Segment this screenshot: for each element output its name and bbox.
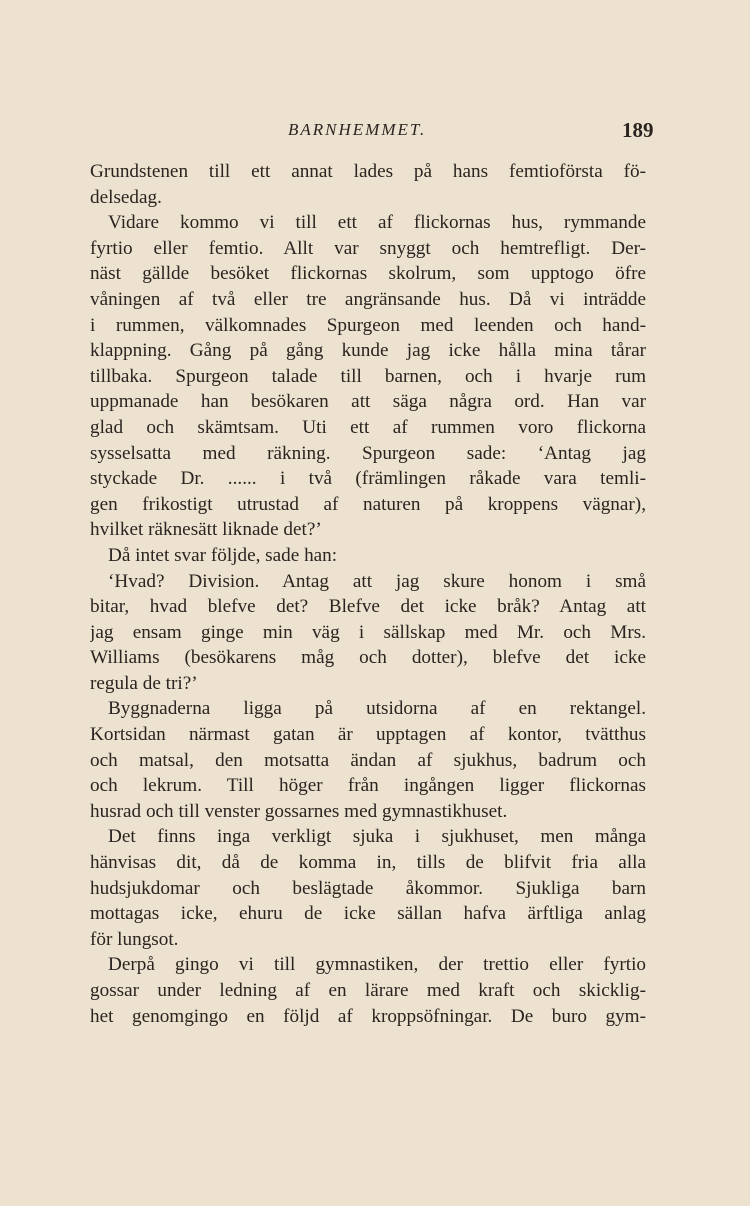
text-line: uppmanade han besökaren att säga några ord. Han var [90, 391, 646, 413]
text-line: mottagas icke, ehuru de icke sällan hafva ärftliga anlag [90, 903, 646, 925]
text-line: sysselsatta med räkning. Spurgeon sade: ‘Antag jag [90, 442, 646, 464]
text-line: Vidare kommo vi till ett af flickornas hus, rymmande [108, 212, 646, 234]
page-number: 189 [622, 118, 654, 142]
text-line: hudsjukdomar och beslägtade åkommor. Sjukliga barn [90, 877, 646, 899]
text-line: styckade Dr. ...... i två (främlingen råkade vara temli- [90, 468, 646, 490]
text-line: näst gällde besöket flickornas skolrum, som upptogo öfre [90, 263, 646, 285]
text-line: Kortsidan närmast gatan är upptagen af kontor, tvätthus [90, 724, 646, 746]
text-line: fyrtio eller femtio. Allt var snyggt och hemtrefligt. Der- [90, 237, 646, 259]
text-line: i rummen, välkomnades Spurgeon med leenden och hand- [90, 314, 646, 336]
text-line: för lungsot. [90, 928, 179, 950]
body-text [90, 159, 646, 1029]
text-line: tillbaka. Spurgeon talade till barnen, och i hvarje rum [90, 365, 646, 387]
text-line: delsedag. [90, 186, 162, 208]
text-line: gen frikostigt utrustad af naturen på kroppens vägnar), [90, 493, 646, 515]
text-line: ‘Hvad? Division. Antag att jag skure honom i små [108, 570, 646, 592]
page-header [0, 118, 750, 148]
running-title: BARNHEMMET. [288, 120, 427, 139]
text-line: Då intet svar följde, sade han: [108, 544, 338, 566]
text-line: Byggnaderna ligga på utsidorna af en rektangel. [108, 698, 646, 720]
text-line: husrad och till venster gossarnes med gymnastikhuset. [90, 800, 508, 822]
text-line: jag ensam ginge min väg i sällskap med Mr. och Mrs. [90, 621, 646, 643]
text-line: Det finns inga verkligt sjuka i sjukhuset, men många [108, 826, 646, 848]
text-line: våningen af två eller tre angränsande hus. Då vi inträdde [90, 288, 646, 310]
text-line: och matsal, den motsatta ändan af sjukhus, badrum och [90, 749, 646, 771]
text-line: Williams (besökarens måg och dotter), blefve det icke [90, 647, 646, 669]
text-line: bitar, hvad blefve det? Blefve det icke bråk? Antag att [90, 596, 646, 618]
text-line: och lekrum. Till höger från ingången ligger flickornas [90, 775, 646, 797]
text-line: hänvisas dit, då de komma in, tills de blifvit fria alla [90, 852, 646, 874]
text-line: gossar under ledning af en lärare med kraft och skicklig- [90, 980, 646, 1001]
text-line: regula de tri?’ [90, 672, 198, 694]
text-line: het genomgingo en följd af kroppsöfningar. De buro gym- [90, 1005, 646, 1027]
text-line: Derpå gingo vi till gymnastiken, der trettio eller fyrtio [108, 954, 646, 976]
text-line: hvilket räknesätt liknade det?’ [90, 519, 322, 541]
text-line: klappning. Gång på gång kunde jag icke hålla mina tårar [90, 340, 646, 362]
text-line: glad och skämtsam. Uti ett af rummen voro flickorna [90, 416, 646, 438]
text-line: Grundstenen till ett annat lades på hans femtioförsta fö- [90, 161, 646, 182]
